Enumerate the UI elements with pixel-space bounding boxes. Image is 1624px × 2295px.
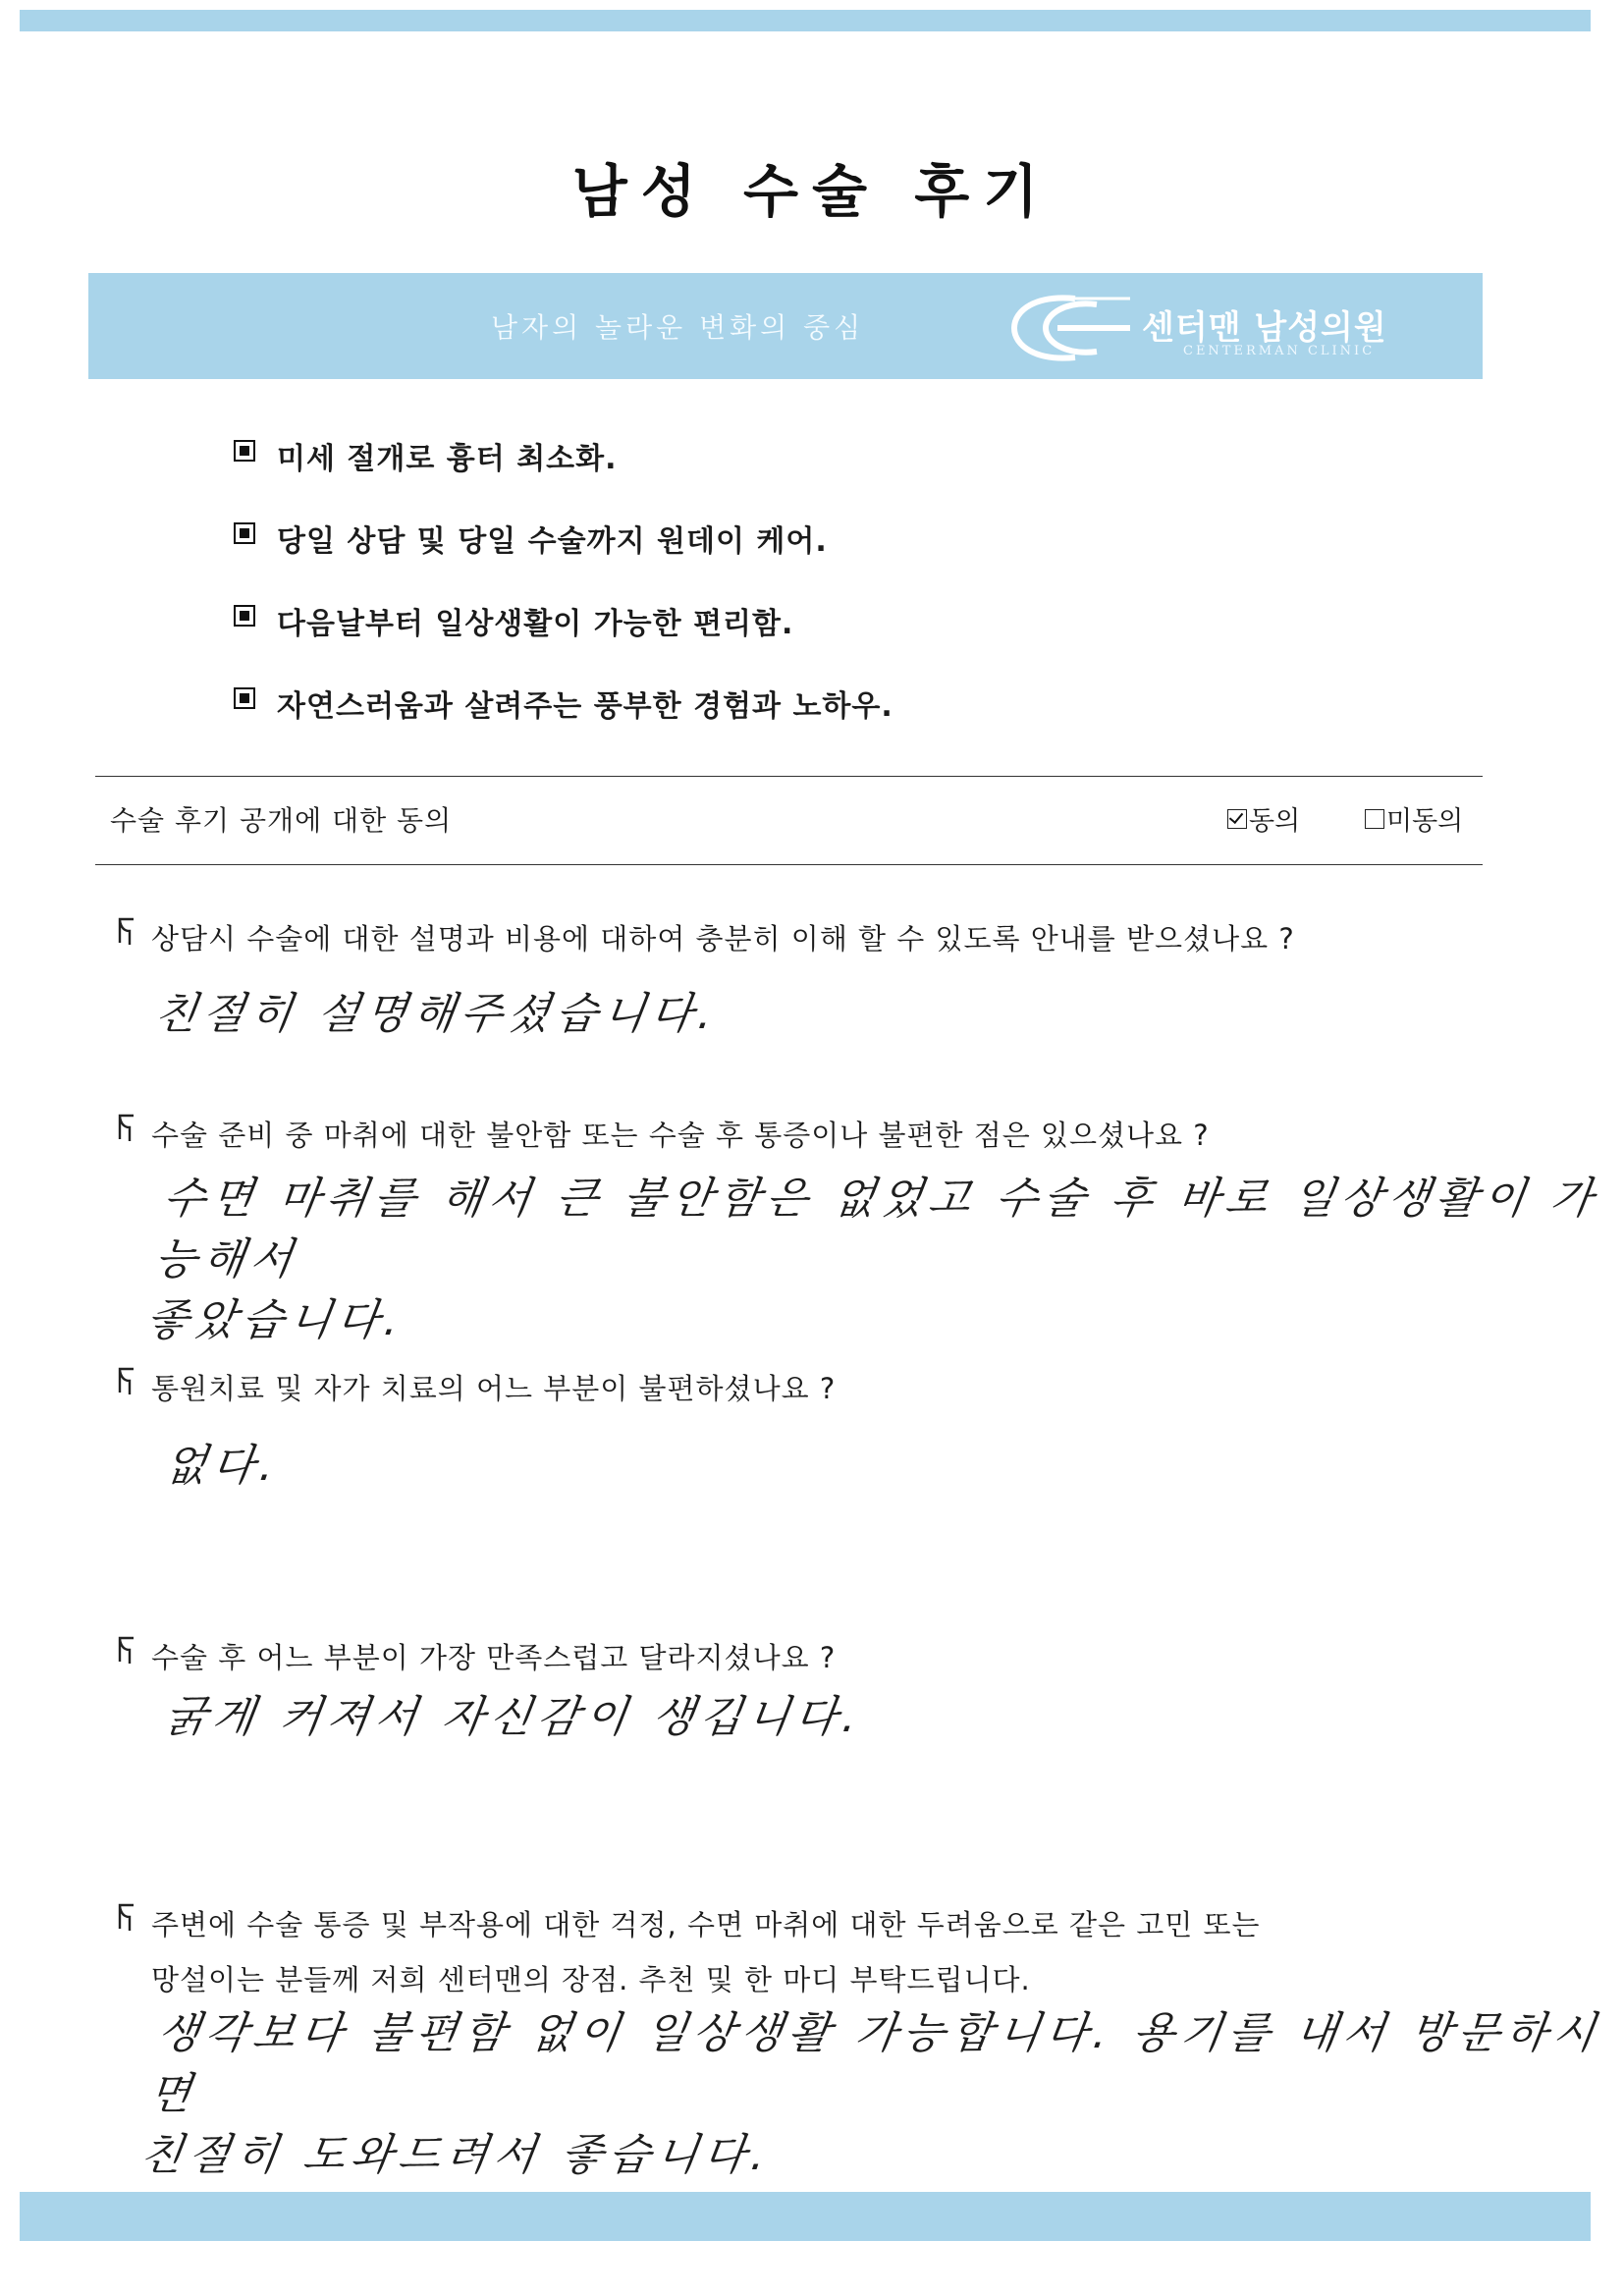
- question-mark-icon: [116, 1365, 137, 1398]
- answer-line: 생각보다 불편함 없이 일상생활 가능합니다. 용기를 내서 방문하시면: [145, 2008, 1604, 2119]
- square-bullet-icon: [234, 687, 255, 709]
- question-text: 주변에 수술 통증 및 부작용에 대한 걱정, 수면 마취에 대한 두려움으로 같은 고민 또는: [151, 1908, 1261, 1941]
- feature-item: [234, 434, 893, 517]
- divider-top: [95, 776, 1483, 777]
- feature-text: 당일 상담 및 당일 수술까지 원데이 케어.: [277, 524, 828, 559]
- top-decorative-stripe: [20, 10, 1591, 31]
- question-mark-icon: [116, 915, 137, 949]
- feature-text: 미세 절개로 흉터 최소화.: [277, 442, 618, 476]
- feature-text: 다음날부터 일상생활이 가능한 편리함.: [277, 607, 794, 641]
- feature-item: [234, 682, 893, 764]
- checked-checkbox-icon[interactable]: [1227, 809, 1247, 829]
- divider-bottom: [95, 864, 1483, 865]
- answer-line: 수면 마취를 해서 큰 불안함은 없었고 수술 후 바로 일상생활이 가능해서: [151, 1174, 1602, 1284]
- answer-4: [161, 1687, 867, 1748]
- question-text: 수술 후 어느 부분이 가장 만족스럽고 달라지셨나요 ?: [151, 1641, 837, 1674]
- question-text: 통원치료 및 자가 치료의 어느 부분이 불편하셨나요 ?: [151, 1372, 837, 1405]
- answer-2: [142, 1169, 1624, 1351]
- feature-item: [234, 599, 893, 682]
- question-mark-icon: [116, 1901, 137, 1935]
- consent-agree-label: 동의: [1249, 806, 1301, 837]
- consent-agree-option[interactable]: [1227, 799, 1300, 838]
- consent-disagree-label: 미동의: [1386, 806, 1464, 837]
- question-5: [116, 1897, 1261, 2007]
- question-3: [116, 1361, 836, 1416]
- question-1: [116, 911, 1295, 966]
- answer-line: 친절히 설명해주셨습니다.: [151, 989, 723, 1039]
- clinic-name: 센터맨 남성의원: [1142, 308, 1387, 348]
- question-4: [116, 1630, 836, 1685]
- square-bullet-icon: [234, 605, 255, 627]
- clinic-banner: [88, 273, 1483, 379]
- question-mark-icon: [116, 1112, 137, 1145]
- answer-line: 친절히 도와드려서 좋습니다.: [136, 2130, 775, 2180]
- question-text: 수술 준비 중 마취에 대한 불안함 또는 수술 후 통증이나 불편한 점은 있으셨나요 ?: [151, 1119, 1210, 1152]
- square-bullet-icon: [234, 440, 255, 462]
- bottom-decorative-stripe: [20, 2192, 1591, 2241]
- answer-3: [161, 1436, 285, 1497]
- feature-text: 자연스러움과 살려주는 풍부한 경험과 노하우.: [277, 689, 893, 724]
- answer-line: 없다.: [161, 1441, 284, 1491]
- consent-label: 수술 후기 공개에 대한 동의: [110, 804, 453, 837]
- page-title: 남성 수술 후기: [571, 158, 1053, 225]
- answer-5: [136, 2003, 1624, 2186]
- answer-line: 좋았습니다.: [142, 1295, 408, 1345]
- question-text: 망설이는 분들께 저희 센터맨의 장점. 추천 및 한 마디 부탁드립니다.: [151, 1963, 1031, 1996]
- banner-slogan: 남자의 놀라운 변화의 중심: [491, 311, 865, 344]
- clinic-logo-mark-icon: [1006, 291, 1134, 365]
- question-mark-icon: [116, 1634, 137, 1667]
- question-2: [116, 1108, 1210, 1163]
- clinic-name-english: CENTERMAN CLINIC: [1183, 344, 1376, 358]
- clinic-logo: [1006, 291, 1468, 365]
- answer-1: [151, 984, 723, 1045]
- answer-line: 굵게 커져서 자신감이 생깁니다.: [161, 1692, 867, 1742]
- feature-list: [234, 434, 893, 764]
- feature-item: [234, 517, 893, 599]
- square-bullet-icon: [234, 522, 255, 544]
- question-text: 상담시 수술에 대한 설명과 비용에 대하여 충분히 이해 할 수 있도록 안내를 받으셨나요 ?: [151, 922, 1295, 956]
- empty-checkbox-icon[interactable]: [1365, 809, 1384, 829]
- consent-disagree-option[interactable]: [1365, 799, 1463, 838]
